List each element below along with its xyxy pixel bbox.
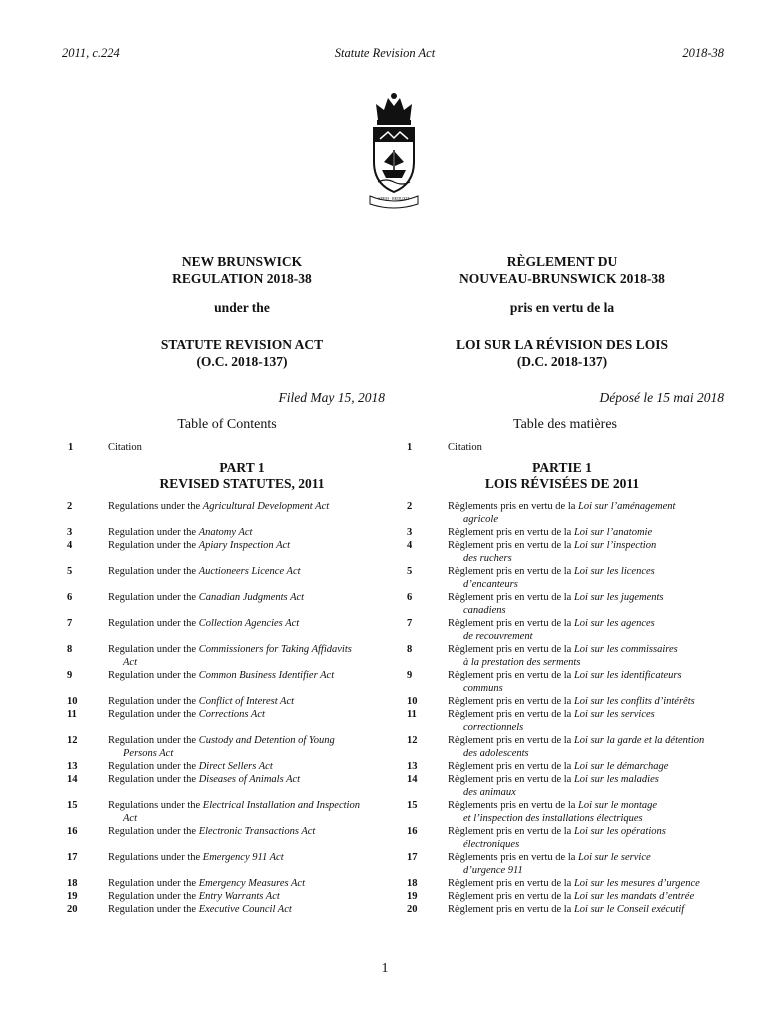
- toc-entry-en: [108, 903, 393, 916]
- toc-num-en: 5: [67, 566, 73, 577]
- toc-entry-act-name: Corrections Act: [198, 709, 265, 720]
- toc-num-fr: 5: [407, 566, 413, 577]
- toc-entry-fr: [448, 565, 738, 591]
- toc-entry-continuation: d’encanteurs: [463, 579, 518, 590]
- toc-entry-text: Regulation under the: [108, 696, 199, 707]
- toc-num-en: 16: [67, 826, 78, 837]
- filed-date-en: Filed May 15, 2018: [278, 390, 385, 405]
- toc-entry-continuation: agricole: [463, 514, 498, 525]
- toc-entry-en: [108, 890, 393, 903]
- toc-entry-continuation: à la prestation des serments: [463, 657, 581, 668]
- toc-num-fr: 13: [407, 761, 418, 772]
- toc-entry-act-name: Loi sur les commissaires: [573, 644, 678, 655]
- toc-entry-act-name: Loi sur l’anatomie: [573, 527, 653, 538]
- toc-entry-text: Regulation under the: [108, 618, 199, 629]
- toc-num-en: 20: [67, 904, 78, 915]
- toc-num-fr: 19: [407, 891, 418, 902]
- toc-num-fr: 9: [407, 670, 413, 681]
- toc-entry-act-name: Loi sur les identificateurs: [573, 670, 682, 681]
- toc-num-fr: 11: [407, 709, 417, 720]
- page-number: 1: [381, 961, 389, 976]
- toc-entry-text: Regulation under the: [108, 904, 199, 915]
- under-the-fr: pris en vertu de la: [509, 300, 615, 315]
- toc-entry-text: Regulation under the: [108, 761, 199, 772]
- toc-entry-continuation: des adolescents: [463, 748, 529, 759]
- toc-entry-fr: [448, 734, 738, 760]
- toc-entry-text: Regulations under the: [108, 852, 203, 863]
- toc-entry-act-name: Loi sur les mandats d’entrée: [573, 891, 695, 902]
- toc-entry-continuation: des animaux: [463, 787, 516, 798]
- toc-entry-act-name: Common Business Identifier Act: [198, 670, 335, 681]
- toc-entry-act-name: Diseases of Animals Act: [198, 774, 301, 785]
- toc-num-fr: 12: [407, 735, 418, 746]
- toc-entry-act-name: Loi sur les licences: [573, 566, 655, 577]
- part-title-fr: LOIS RÉVISÉES DE 2011: [484, 476, 640, 491]
- toc-entry-act-name: Executive Council Act: [198, 904, 292, 915]
- toc-entry-fr: [448, 825, 738, 851]
- toc-num-en: 1: [68, 442, 74, 453]
- toc-entry-act-name: Loi sur les jugements: [573, 592, 664, 603]
- toc-entry-text: Règlements pris en vertu de la: [448, 800, 579, 811]
- toc-entry-act-name: Loi sur les agences: [573, 618, 655, 629]
- toc-entry-fr: [448, 539, 738, 565]
- toc-entry-text: Règlement pris en vertu de la: [448, 891, 574, 902]
- toc-entry-act-name: Loi sur les maladies: [573, 774, 659, 785]
- toc-num-en: 18: [67, 878, 78, 889]
- toc-num-en: 9: [67, 670, 73, 681]
- toc-entry-act-name: Electronic Transactions Act: [198, 826, 316, 837]
- toc-num-en: 14: [67, 774, 78, 785]
- toc-entry-text: Règlement pris en vertu de la: [448, 696, 574, 707]
- toc-entry-en: Citation: [108, 442, 142, 453]
- toc-num-fr: 7: [407, 618, 413, 629]
- toc-num-en: 8: [67, 644, 73, 655]
- toc-entry-text: Règlement pris en vertu de la: [448, 566, 574, 577]
- toc-num-en: 11: [67, 709, 77, 720]
- toc-entry-en: [108, 851, 393, 864]
- toc-entry-en: [108, 617, 393, 630]
- title-en: [112, 253, 372, 370]
- toc-entry-continuation: Act: [123, 813, 137, 824]
- toc-entry-fr: [448, 877, 738, 890]
- toc-entry-act-name: Collection Agencies Act: [198, 618, 300, 629]
- part-title-en: REVISED STATUTES, 2011: [159, 476, 325, 491]
- toc-entry-act-name: Loi sur l’inspection: [573, 540, 657, 551]
- toc-num-en: 4: [67, 540, 73, 551]
- toc-num-fr: 2: [407, 501, 413, 512]
- toc-num-fr: 20: [407, 904, 418, 915]
- toc-entry-text: Règlement pris en vertu de la: [448, 592, 574, 603]
- toc-entry-act-name: Loi sur la garde et la détention: [573, 735, 705, 746]
- toc-entry-act-name: Apiary Inspection Act: [198, 540, 291, 551]
- toc-entry-en: [108, 669, 393, 682]
- toc-num-en: 15: [67, 800, 78, 811]
- order-in-council-fr: (D.C. 2018-137): [516, 354, 608, 369]
- toc-entry-fr: [448, 669, 738, 695]
- header-act-title: Statute Revision Act: [334, 46, 436, 60]
- toc-entry-act-name: Entry Warrants Act: [198, 891, 280, 902]
- toc-entry-continuation: communs: [463, 683, 503, 694]
- toc-entry-text: Regulation under the: [108, 540, 199, 551]
- toc-entry-act-name: Agricultural Development Act: [202, 501, 330, 512]
- toc-title-fr: Table des matières: [513, 417, 617, 432]
- toc-num-fr: 3: [407, 527, 413, 538]
- toc-entry-fr: [448, 890, 738, 903]
- toc-entry-en: [108, 877, 393, 890]
- toc-entry-text: Regulations under the: [108, 501, 203, 512]
- title-en-line2: REGULATION 2018-38: [172, 271, 312, 286]
- toc-num-en: 6: [67, 592, 73, 603]
- toc-num-fr: 6: [407, 592, 413, 603]
- toc-entry-continuation: correctionnels: [463, 722, 524, 733]
- toc-entry-act-name: Emergency Measures Act: [198, 878, 306, 889]
- title-fr-line1: RÈGLEMENT DU: [506, 254, 618, 269]
- toc-entry-en: [108, 825, 393, 838]
- under-the-en: under the: [214, 300, 270, 315]
- toc-entry-fr: [448, 903, 738, 916]
- toc-entry-text: Règlement pris en vertu de la: [448, 540, 574, 551]
- toc-entry-text: Regulation under the: [108, 891, 199, 902]
- toc-entry-en: [108, 526, 393, 539]
- toc-entry-act-name: Loi sur le Conseil exécutif: [573, 904, 685, 915]
- toc-entry-fr: [448, 617, 738, 643]
- coat-of-arms: [362, 92, 426, 210]
- toc-entry-act-name: Loi sur le démarchage: [573, 761, 669, 772]
- toc-entry-fr: [448, 500, 738, 526]
- toc-entry-fr: Citation: [448, 442, 482, 453]
- toc-entry-text: Regulation under the: [108, 878, 199, 889]
- toc-entry-en: [108, 695, 393, 708]
- toc-num-en: 19: [67, 891, 78, 902]
- toc-entry-act-name: Loi sur les conflits d’intérêts: [573, 696, 695, 707]
- toc-entry-text: Regulation under the: [108, 644, 199, 655]
- toc-num-fr: 14: [407, 774, 418, 785]
- toc-entry-text: Règlement pris en vertu de la: [448, 527, 574, 538]
- toc-entry-fr: [448, 799, 738, 825]
- title-fr-line2: NOUVEAU-BRUNSWICK 2018-38: [459, 271, 665, 286]
- toc-num-fr: 18: [407, 878, 418, 889]
- toc-entry-en: [108, 760, 393, 773]
- title-fr: [432, 253, 692, 370]
- toc-num-en: 3: [67, 527, 73, 538]
- toc-num-fr: 16: [407, 826, 418, 837]
- toc-entry-act-name: Auctioneers Licence Act: [198, 566, 301, 577]
- toc-entry-en: [108, 591, 393, 604]
- toc-entry-text: Règlement pris en vertu de la: [448, 618, 574, 629]
- toc-entry-text: Regulation under the: [108, 709, 199, 720]
- toc-entry-act-name: Conflict of Interest Act: [198, 696, 295, 707]
- toc-entry-text: Règlement pris en vertu de la: [448, 878, 574, 889]
- filed-date-fr: Déposé le 15 mai 2018: [599, 390, 724, 405]
- toc-entry-text: Règlements pris en vertu de la: [448, 501, 579, 512]
- part-number-en: PART 1: [219, 460, 265, 475]
- toc-entry-text: Regulation under the: [108, 527, 199, 538]
- crest-motto: SPEM · REDUXIT: [378, 196, 410, 201]
- toc-entry-text: Regulation under the: [108, 735, 199, 746]
- toc-num-fr: 8: [407, 644, 413, 655]
- toc-entry-text: Regulation under the: [108, 670, 199, 681]
- toc-num-fr: 4: [407, 540, 413, 551]
- toc-entry-en: [108, 734, 393, 760]
- act-title-en: STATUTE REVISION ACT: [160, 337, 324, 352]
- toc-num-fr: 1: [407, 442, 413, 453]
- toc-entry-continuation: de recouvrement: [463, 631, 533, 642]
- toc-entry-text: Règlement pris en vertu de la: [448, 826, 574, 837]
- toc-entry-text: Regulation under the: [108, 566, 199, 577]
- toc-entry-act-name: Loi sur l’aménagement: [578, 501, 676, 512]
- toc-entry-fr: [448, 526, 738, 539]
- toc-entry-en: [108, 643, 393, 669]
- toc-num-en: 7: [67, 618, 73, 629]
- toc-entry-act-name: Loi sur les opérations: [573, 826, 666, 837]
- toc-entry-text: Règlements pris en vertu de la: [448, 852, 579, 863]
- toc-entry-text: Regulations under the: [108, 800, 203, 811]
- header-regulation-number: 2018-38: [682, 46, 724, 60]
- toc-entry-fr: [448, 643, 738, 669]
- toc-entry-act-name: Loi sur les services: [573, 709, 655, 720]
- part-heading-en: [112, 460, 372, 492]
- toc-entry-continuation: électroniques: [463, 839, 520, 850]
- toc-num-fr: 17: [407, 852, 418, 863]
- order-in-council-en: (O.C. 2018-137): [196, 354, 288, 369]
- toc-entry-continuation: des ruchers: [463, 553, 512, 564]
- toc-entry-text: Regulation under the: [108, 826, 199, 837]
- toc-entry-text: Regulation under the: [108, 774, 199, 785]
- act-title-fr: LOI SUR LA RÉVISION DES LOIS: [456, 337, 668, 352]
- toc-entry-act-name: Custody and Detention of Young: [198, 735, 335, 746]
- toc-entry-text: Règlement pris en vertu de la: [448, 644, 574, 655]
- toc-entry-fr: [448, 708, 738, 734]
- toc-entry-continuation: canadiens: [463, 605, 506, 616]
- toc-entry-act-name: Loi sur le montage: [578, 800, 658, 811]
- toc-entry-text: Règlement pris en vertu de la: [448, 904, 574, 915]
- toc-entry-en: [108, 773, 393, 786]
- toc-entry-en: [108, 539, 393, 552]
- toc-entry-fr: [448, 773, 738, 799]
- toc-entry-en: [108, 708, 393, 721]
- toc-num-en: 2: [67, 501, 73, 512]
- toc-num-en: 17: [67, 852, 78, 863]
- toc-num-fr: 15: [407, 800, 418, 811]
- part-number-fr: PARTIE 1: [532, 460, 592, 475]
- toc-num-en: 10: [67, 696, 78, 707]
- toc-entry-act-name: Canadian Judgments Act: [198, 592, 305, 603]
- toc-title-en: Table of Contents: [177, 417, 277, 432]
- toc-entry-act-name: Electrical Installation and Inspection: [202, 800, 360, 811]
- toc-num-fr: 10: [407, 696, 418, 707]
- toc-entry-act-name: Loi sur les mesures d’urgence: [573, 878, 700, 889]
- toc-entry-fr: [448, 591, 738, 617]
- toc-entry-fr: [448, 695, 738, 708]
- toc-entry-act-name: Direct Sellers Act: [198, 761, 273, 772]
- toc-entry-text: Regulation under the: [108, 592, 199, 603]
- toc-entry-fr: [448, 760, 738, 773]
- toc-entry-continuation: Act: [123, 657, 137, 668]
- toc-entry-fr: [448, 851, 738, 877]
- toc-entry-en: [108, 500, 393, 513]
- toc-entry-continuation: d’urgence 911: [463, 865, 523, 876]
- toc-entry-act-name: Loi sur le service: [578, 852, 651, 863]
- toc-num-en: 12: [67, 735, 78, 746]
- toc-entry-text: Règlement pris en vertu de la: [448, 761, 574, 772]
- toc-entry-text: Règlement pris en vertu de la: [448, 735, 574, 746]
- toc-entry-text: Règlement pris en vertu de la: [448, 709, 574, 720]
- toc-entry-text: Règlement pris en vertu de la: [448, 670, 574, 681]
- toc-entry-continuation: Persons Act: [123, 748, 174, 759]
- toc-entry-text: Règlement pris en vertu de la: [448, 774, 574, 785]
- toc-entry-en: [108, 799, 393, 825]
- toc-num-en: 13: [67, 761, 78, 772]
- header-citation: 2011, c.224: [62, 46, 120, 60]
- toc-entry-en: [108, 565, 393, 578]
- toc-entry-act-name: Anatomy Act: [198, 527, 253, 538]
- toc-entry-act-name: Commissioners for Taking Affidavits: [198, 644, 352, 655]
- toc-entry-act-name: Emergency 911 Act: [202, 852, 284, 863]
- title-en-line1: NEW BRUNSWICK: [181, 254, 303, 269]
- part-heading-fr: [432, 460, 692, 492]
- toc-entry-continuation: et l’inspection des installations électriques: [463, 813, 643, 824]
